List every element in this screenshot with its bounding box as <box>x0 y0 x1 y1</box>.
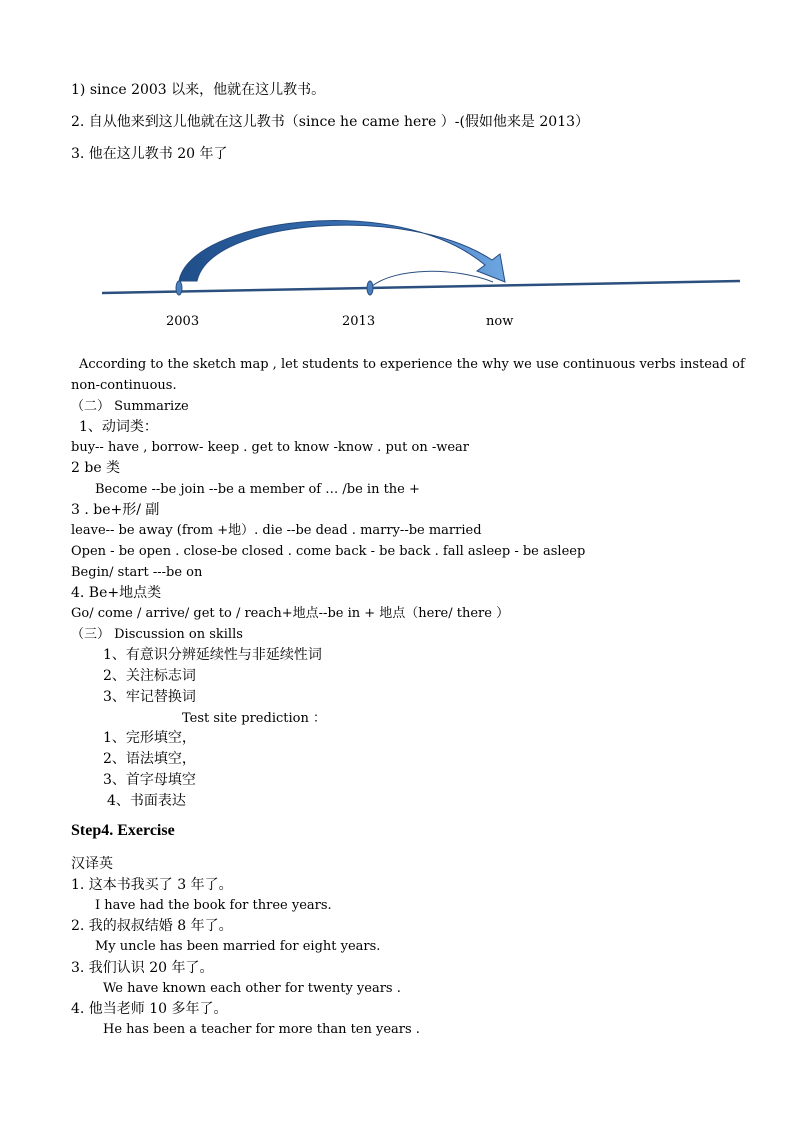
according-line-1: According to the sketch map , let students to experience the why we use continuous verbs instead of <box>79 357 745 372</box>
question-1: 1. 这本书我买了 3 年了。 <box>71 877 233 893</box>
small-arc <box>371 271 493 287</box>
cat3-line-3: Begin/ start ---be on <box>71 565 203 580</box>
label-now: now <box>486 314 514 329</box>
discussion-item: 2、关注标志词 <box>103 668 196 684</box>
timeline-diagram <box>95 195 755 335</box>
exercise-subheading: 汉译英 <box>71 856 113 872</box>
discussion-item: 1、有意识分辨延续性与非延续性词 <box>103 647 322 663</box>
prediction-item: 3、首字母填空 <box>103 772 196 788</box>
summarize-heading: （二） Summarize <box>71 399 189 414</box>
question-3: 3. 我们认识 20 年了。 <box>71 960 214 976</box>
cat2-heading: 2 be 类 <box>71 460 121 476</box>
answer-4: He has been a teacher for more than ten years . <box>103 1022 420 1037</box>
cat1-line: buy-- have , borrow- keep . get to know -know . put on -wear <box>71 440 469 455</box>
prediction-heading: Test site prediction ： <box>182 711 326 726</box>
label-2013: 2013 <box>342 314 376 329</box>
prediction-item: 1、完形填空， <box>103 730 196 746</box>
prediction-item: 4、书面表达 <box>107 793 186 809</box>
answer-3: We have known each other for twenty years . <box>103 981 401 996</box>
cat4-line: Go/ come / arrive/ get to / reach+地点--be in + 地点（here/ there ） <box>71 606 510 621</box>
timeline-graphic <box>95 195 755 305</box>
tick-2003 <box>176 281 182 295</box>
timeline-axis <box>102 281 740 293</box>
cat4-heading: 4. Be+地点类 <box>71 585 162 601</box>
question-2: 2. 我的叔叔结婚 8 年了。 <box>71 918 233 934</box>
intro-line-2: 2. 自从他来到这儿他就在这儿教书（since he came here ）-(假如他来是 2013） <box>71 114 590 130</box>
cat1-heading: 1、动词类： <box>79 419 158 435</box>
discussion-item: 3、牢记替换词 <box>103 689 196 705</box>
cat2-line: Become --be join --be a member of … /be in the + <box>95 482 420 497</box>
answer-1: I have had the book for three years. <box>95 898 332 913</box>
answer-2: My uncle has been married for eight years. <box>95 939 381 954</box>
exercise-heading: Step4. Exercise <box>71 822 175 839</box>
cat3-line-1: leave-- be away (from +地）. die --be dead . marry--be married <box>71 523 482 538</box>
tick-2013 <box>367 281 373 295</box>
question-4: 4. 他当老师 10 多年了。 <box>71 1001 228 1017</box>
intro-line-1: 1) since 2003 以来，他就在这儿教书。 <box>71 82 326 98</box>
prediction-item: 2、语法填空， <box>103 751 196 767</box>
label-2003: 2003 <box>166 314 200 329</box>
cat3-line-2: Open - be open . close-be closed . come back - be back . fall asleep - be asleep <box>71 544 586 559</box>
according-line-2: non-continuous. <box>71 378 177 393</box>
discussion-heading: （三） Discussion on skills <box>71 627 243 642</box>
cat3-heading: 3 . be+形/ 副 <box>71 502 160 518</box>
intro-line-3: 3. 他在这儿教书 20 年了 <box>71 146 228 162</box>
